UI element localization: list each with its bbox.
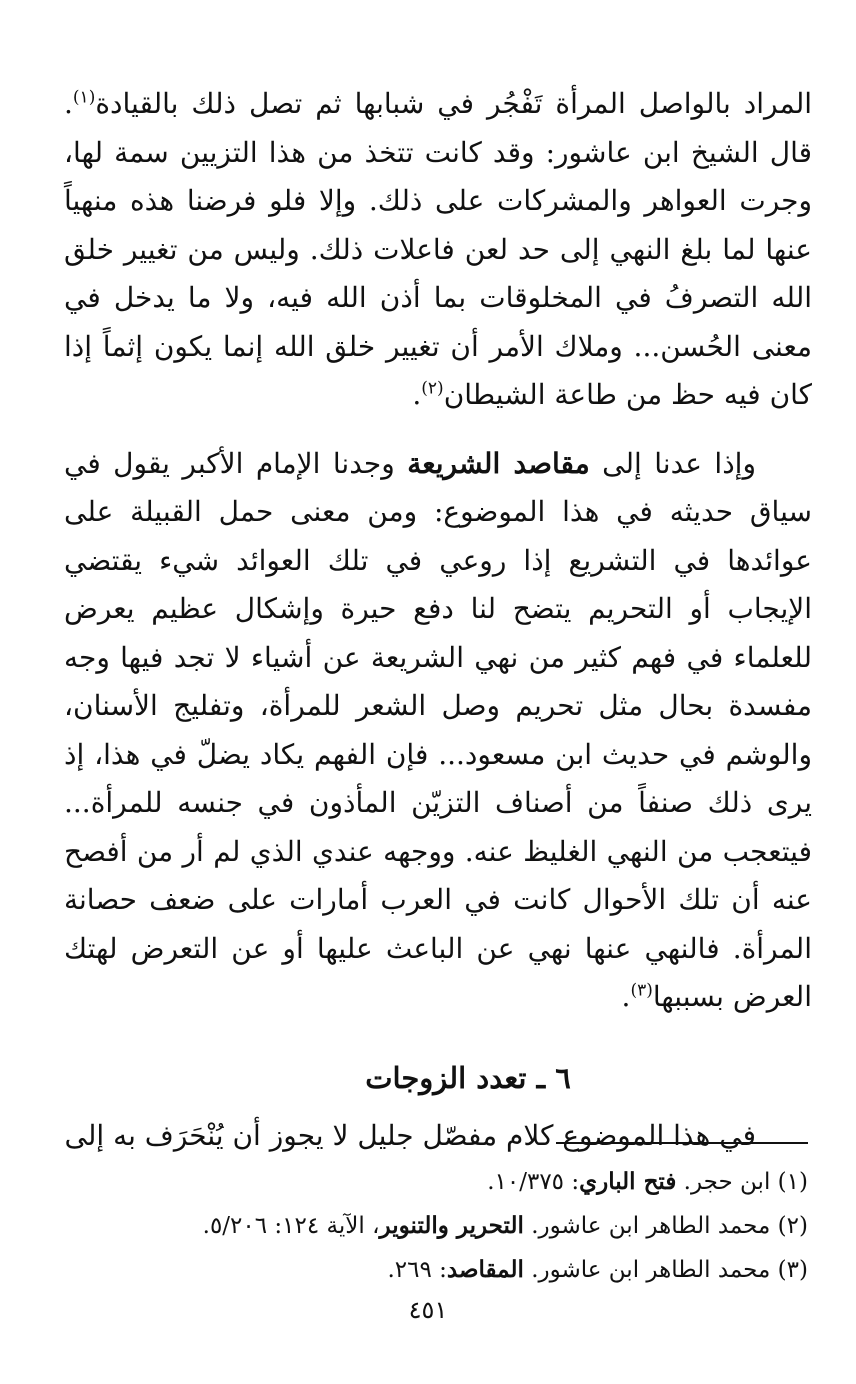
- footnote-book-title: فتح الباري: [579, 1168, 677, 1195]
- paragraph-1-rest: . قال الشيخ ابن عاشور: وقد كانت تتخذ من هذا التزيين سمة لها، وجرت العواهر والمشركات على ذلك. وإلا فلو فرضنا هذه منهياً عنها لما بلغ النهي إلى حد لعن فاعلات ذلك. وليس من تغيير خلق الله التصرفُ في المخلوقات بما أذن الله فيه، ولا ما يدخل في معنى الحُسن... وملاك الأمر أن تغيير خلق الله إنما يكون إثماً إذا كان فيه حظ من طاعة الشيطان: [64, 87, 812, 411]
- paragraph-2: [64, 440, 812, 1022]
- footnote-divider: [556, 1142, 808, 1144]
- footnote-book-title: التحرير والتنوير: [379, 1212, 524, 1239]
- footnote-ref-2[interactable]: (٢): [421, 378, 444, 399]
- paragraph-1: [64, 80, 812, 420]
- page-number: ٤٥١: [408, 1296, 448, 1324]
- book-title-maqasid: مقاصد الشريعة: [407, 446, 590, 480]
- footnote-book-title: المقاصد: [446, 1256, 524, 1283]
- footnote-ref-1[interactable]: (١): [72, 87, 96, 108]
- footnote-author: محمد الطاهر ابن عاشور.: [531, 1213, 771, 1239]
- footnote-2: [68, 1204, 808, 1248]
- footnote-author: محمد الطاهر ابن عاشور.: [531, 1257, 771, 1283]
- footnote-number: (٣): [777, 1257, 808, 1283]
- paragraph-2-lead: وإذا عدنا إلى: [602, 446, 756, 480]
- footnote-reference: : ٢٦٩.: [387, 1257, 447, 1283]
- footnotes: [68, 1160, 808, 1292]
- footnote-number: (١): [777, 1169, 808, 1195]
- footnote-author: ابن حجر.: [683, 1169, 771, 1195]
- page-body: [64, 80, 812, 1160]
- footnote-ref-3[interactable]: (٣): [630, 980, 653, 1001]
- footnote-1: [68, 1160, 808, 1204]
- paragraph-2-body: وجدنا الإمام الأكبر يقول في سياق حديثه في هذا الموضوع: ومن معنى حمل القبيلة على عوائدها في التشريع إذا روعي في تلك العوائد شيء يقتضي الإيجاب أو التحريم يتضح لنا دفع حيرة وإشكال عظيم يعرض للعلماء في فهم كثير من نهي الشريعة عن أشياء لا تجد فيها وجه مفسدة بحال مثل تحريم وصل الشعر للمرأة، وتفليج الأسنان، والوشم في حديث ابن مسعود... فإن الفهم يكاد يضلّ في هذا، إذ يرى ذلك صنفاً من أصناف التزيّن المأذون في جنسه للمرأة... فيتعجب من النهي الغليظ عنه. ووجهه عندي الذي لم أر من أفصح عنه أن تلك الأحوال كانت في العرب أمارات على ضعف حصانة المرأة. فالنهي عنها نهي عن الباعث عليها أو عن التعرض لهتك العرض بسببها: [64, 446, 813, 1013]
- paragraph-1-end: .: [412, 378, 422, 411]
- footnote-reference: ، الآية ١٢٤: ٥/٢٠٦.: [202, 1213, 380, 1239]
- section-heading: ٦ ـ تعدد الزوجات: [365, 1060, 571, 1095]
- paragraph-2-end: .: [621, 980, 631, 1013]
- footnote-number: (٢): [777, 1213, 808, 1239]
- paragraph-1-text: المراد بالواصل المرأة تَفْجُر في شبابها ثم تصل ذلك بالقيادة: [95, 87, 812, 120]
- footnote-reference: : ١٠/٣٧٥.: [487, 1169, 580, 1195]
- footnote-3: [68, 1248, 808, 1292]
- paragraph-3: في هذا الموضوع كلام مفصّل جليل لا يجوز أن يُنْحَرَف به إلى: [64, 1118, 756, 1152]
